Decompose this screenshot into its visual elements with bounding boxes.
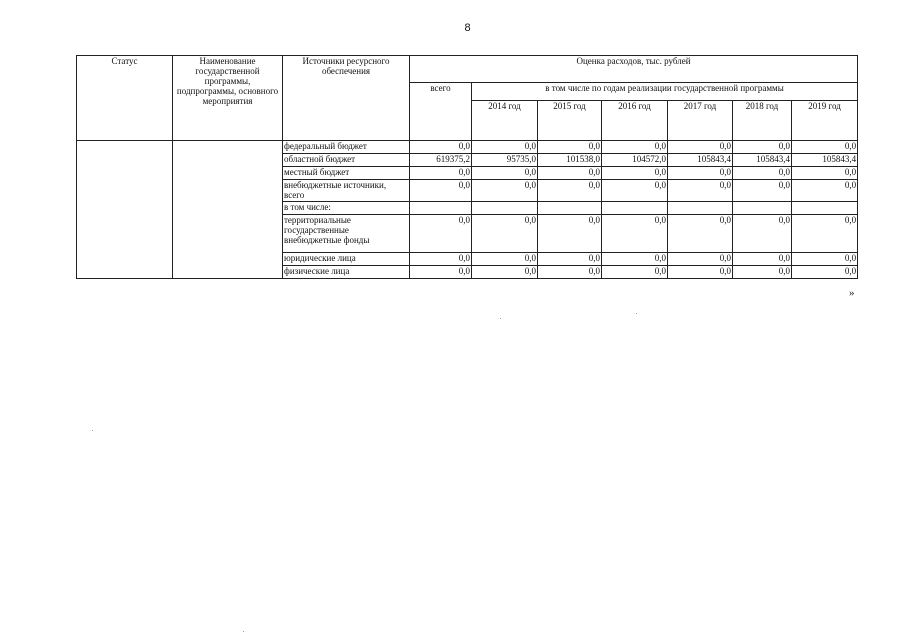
year-value: 105843,4 (733, 154, 792, 167)
header-year: 2018 год (733, 101, 792, 141)
year-value: 0,0 (538, 141, 602, 154)
total-value: 0,0 (410, 215, 472, 253)
year-value: 0,0 (733, 141, 792, 154)
year-value: 0,0 (792, 215, 858, 253)
year-value (472, 202, 538, 215)
total-value: 0,0 (410, 266, 472, 279)
source-label: физические лица (283, 266, 410, 279)
header-year: 2014 год (472, 101, 538, 141)
year-value: 0,0 (602, 253, 668, 266)
source-label: в том числе: (283, 202, 410, 215)
year-value: 0,0 (668, 266, 733, 279)
header-year: 2016 год (602, 101, 668, 141)
source-label: внебюджетные источники, всего (283, 180, 410, 202)
year-value: 0,0 (602, 215, 668, 253)
year-value: 0,0 (472, 167, 538, 180)
total-value: 0,0 (410, 180, 472, 202)
year-value: 105843,4 (792, 154, 858, 167)
header-total: всего (410, 83, 472, 141)
year-value: 0,0 (792, 167, 858, 180)
year-value: 0,0 (792, 266, 858, 279)
header-year: 2019 год (792, 101, 858, 141)
year-value: 0,0 (538, 180, 602, 202)
year-value: 0,0 (538, 266, 602, 279)
program-name-cell (173, 141, 283, 279)
closing-quote-mark: » (849, 287, 855, 299)
year-value: 0,0 (602, 180, 668, 202)
year-value: 0,0 (538, 167, 602, 180)
year-value: 101538,0 (538, 154, 602, 167)
year-value: 0,0 (733, 167, 792, 180)
year-value: 0,0 (472, 180, 538, 202)
year-value: 95735,0 (472, 154, 538, 167)
header-year: 2017 год (668, 101, 733, 141)
year-value (733, 202, 792, 215)
total-value: 0,0 (410, 253, 472, 266)
year-value (538, 202, 602, 215)
total-value (410, 202, 472, 215)
year-value: 0,0 (472, 141, 538, 154)
header-sources: Источники ресурсного обеспечения (283, 56, 410, 141)
source-label: федеральный бюджет (283, 141, 410, 154)
year-value: 0,0 (792, 141, 858, 154)
header-year: 2015 год (538, 101, 602, 141)
year-value: 0,0 (602, 141, 668, 154)
scan-speck (500, 318, 501, 319)
total-value: 0,0 (410, 167, 472, 180)
year-value: 0,0 (668, 167, 733, 180)
year-value: 0,0 (733, 180, 792, 202)
year-value: 0,0 (472, 253, 538, 266)
year-value: 0,0 (602, 266, 668, 279)
header-status: Статус (77, 56, 173, 141)
year-value: 0,0 (668, 253, 733, 266)
year-value: 0,0 (733, 253, 792, 266)
year-value: 0,0 (668, 141, 733, 154)
header-by-years: в том числе по годам реализации государственной программы (472, 83, 858, 101)
year-value: 105843,4 (668, 154, 733, 167)
status-cell (77, 141, 173, 279)
year-value (668, 202, 733, 215)
total-value: 0,0 (410, 141, 472, 154)
year-value: 0,0 (472, 266, 538, 279)
year-value: 0,0 (668, 215, 733, 253)
year-value: 0,0 (792, 180, 858, 202)
year-value: 104572,0 (602, 154, 668, 167)
scan-speck (636, 313, 637, 314)
year-value (602, 202, 668, 215)
table-row (77, 141, 858, 154)
source-label: областной бюджет (283, 154, 410, 167)
page-number: 8 (464, 22, 471, 34)
year-value: 0,0 (792, 253, 858, 266)
year-value: 0,0 (733, 266, 792, 279)
source-label: юридические лица (283, 253, 410, 266)
year-value (792, 202, 858, 215)
year-value: 0,0 (602, 167, 668, 180)
source-label: местный бюджет (283, 167, 410, 180)
header-estimate: Оценка расходов, тыс. рублей (410, 56, 858, 83)
total-value: 619375,2 (410, 154, 472, 167)
header-name: Наименование государственной программы, подпрограммы, основного мероприятия (173, 56, 283, 141)
year-value: 0,0 (733, 215, 792, 253)
year-value: 0,0 (538, 215, 602, 253)
source-label: территориальные государственные внебюджетные фонды (283, 215, 410, 253)
year-value: 0,0 (472, 215, 538, 253)
scan-speck (92, 430, 93, 431)
year-value: 0,0 (538, 253, 602, 266)
resource-table (76, 55, 858, 279)
scan-speck (243, 631, 244, 632)
year-value: 0,0 (668, 180, 733, 202)
